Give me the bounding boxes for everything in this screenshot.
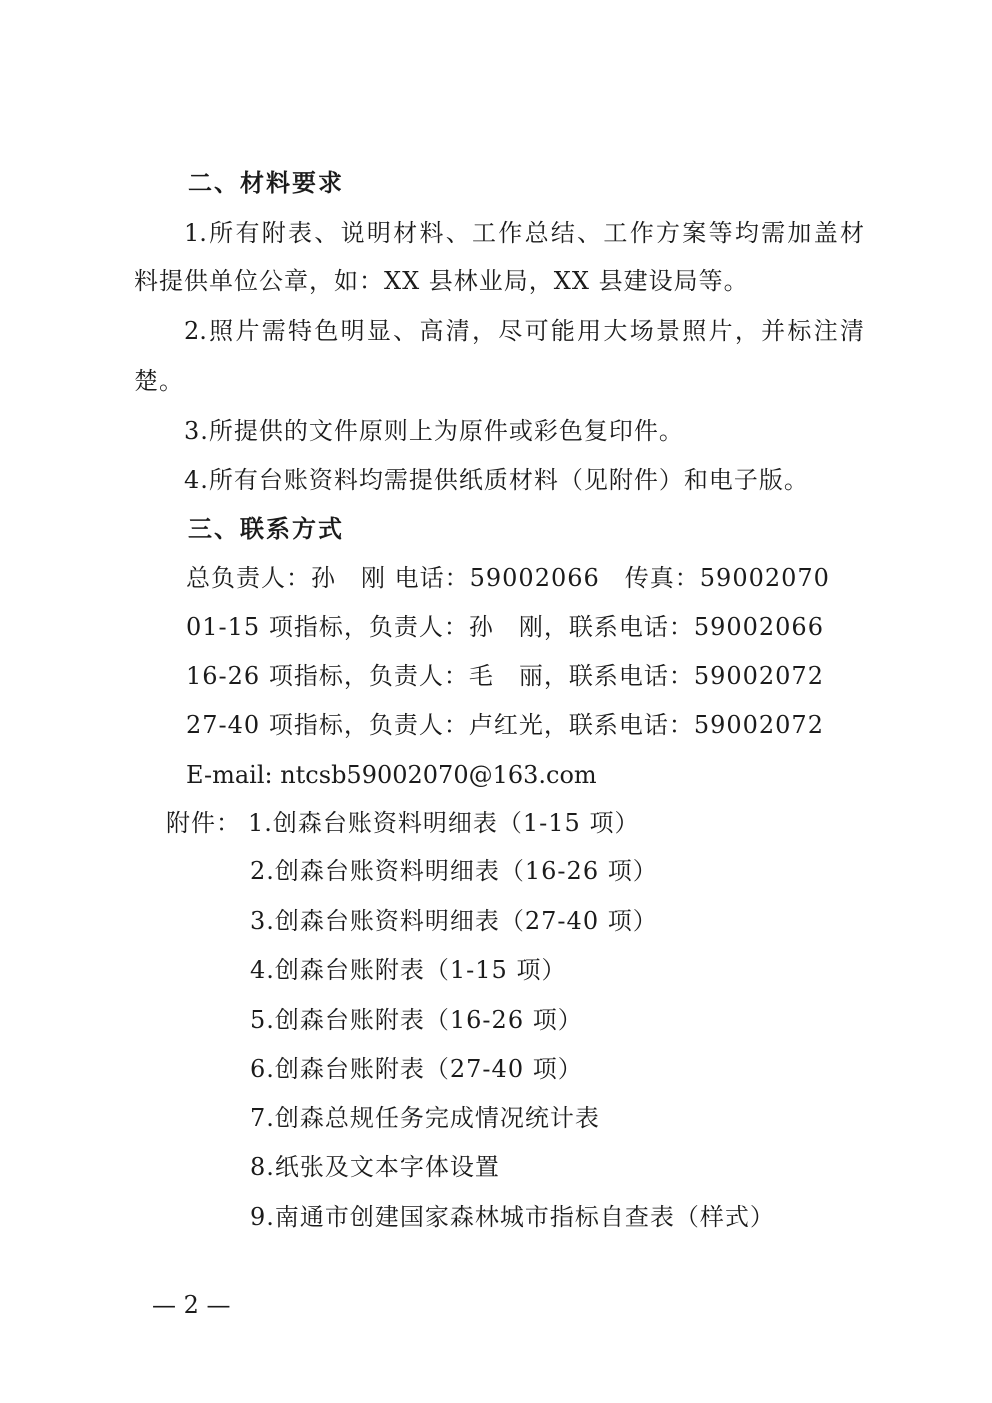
- requirement-2-line-1: 2.照片需特色明显、高清，尽可能用大场景照片，并标注清: [184, 317, 864, 345]
- requirement-2-line-2: 楚。: [134, 367, 184, 395]
- attachment-item-1: 1.创森台账资料明细表（1-15 项）: [248, 809, 640, 837]
- requirement-1-line-1: 1.所有附表、说明材料、工作总结、工作方案等均需加盖材: [184, 219, 864, 247]
- requirement-3: 3.所提供的文件原则上为原件或彩色复印件。: [184, 417, 684, 445]
- attachment-item-8: 8.纸张及文本字体设置: [250, 1153, 500, 1181]
- contact-line-16-26: 16-26 项指标，负责人：毛 丽，联系电话：59002072: [186, 662, 824, 690]
- attachment-item-3: 3.创森台账资料明细表（27-40 项）: [250, 907, 658, 935]
- contact-email: E-mail: ntcsb59002070@163.com: [186, 761, 597, 789]
- section-heading-contacts: 三、联系方式: [188, 515, 344, 543]
- attachment-item-9: 9.南通市创建国家森林城市指标自查表（样式）: [250, 1203, 775, 1231]
- attachments-label: 附件：: [166, 809, 241, 837]
- contact-line-01-15: 01-15 项指标，负责人：孙 刚，联系电话：59002066: [186, 613, 824, 641]
- attachment-item-5: 5.创森台账附表（16-26 项）: [250, 1006, 583, 1034]
- contact-line-27-40: 27-40 项指标，负责人：卢红光，联系电话：59002072: [186, 711, 824, 739]
- requirement-1-line-2: 料提供单位公章，如：XX 县林业局，XX 县建设局等。: [134, 267, 749, 295]
- page-number: — 2 —: [152, 1291, 231, 1319]
- contact-line-general: 总负责人：孙 刚 电话：59002066 传真：59002070: [186, 564, 830, 592]
- attachment-item-7: 7.创森总规任务完成情况统计表: [250, 1104, 600, 1132]
- attachment-item-4: 4.创森台账附表（1-15 项）: [250, 956, 567, 984]
- attachment-item-6: 6.创森台账附表（27-40 项）: [250, 1055, 583, 1083]
- attachment-item-2: 2.创森台账资料明细表（16-26 项）: [250, 857, 658, 885]
- requirement-4: 4.所有台账资料均需提供纸质材料（见附件）和电子版。: [184, 466, 809, 494]
- section-heading-materials: 二、材料要求: [188, 169, 344, 197]
